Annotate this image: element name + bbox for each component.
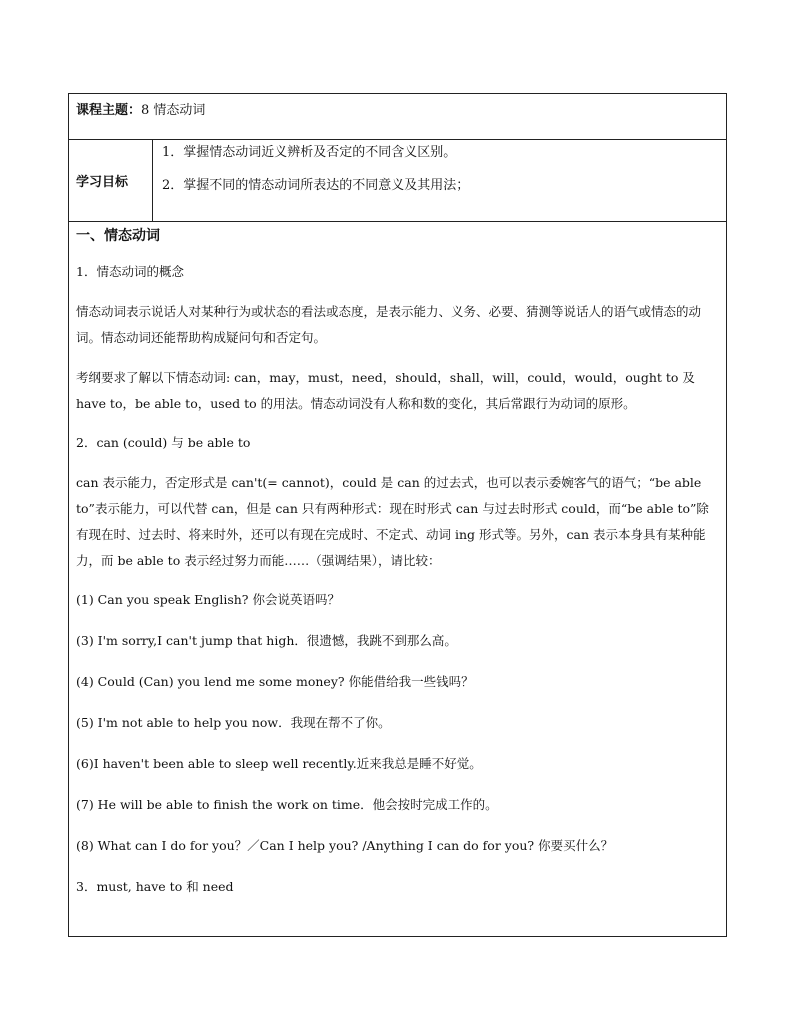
example-line: (5) I'm not able to help you now．我现在帮不了你。 (76, 715, 391, 730)
topic-value: 8 情态动词 (141, 103, 206, 118)
content-cell (69, 222, 727, 937)
goal-item: 2．掌握不同的情态动词所表达的不同意义及其用法； (162, 178, 470, 193)
paragraph-1: 情态动词表示说话人对某种行为或状态的看法或态度，是表示能力、义务、必要、猜测等说话人的语气或情态的动词。情态动词还能帮助构成疑问句和否定句。 (76, 304, 702, 345)
example-line: (4) Could (Can) you lend me some money? 你能借给我一些钱吗？ (76, 674, 474, 689)
subheading-2: 2．can (could) 与 be able to (76, 435, 251, 450)
example-line: (1) Can you speak English? 你会说英语吗？ (76, 592, 340, 607)
content-row (69, 222, 727, 937)
topic-row (69, 94, 727, 140)
subheading-1: 1．情态动词的概念 (76, 264, 184, 279)
goals-label: 学习目标 (69, 140, 153, 222)
subheading-3: 3．must, have to 和 need (76, 879, 234, 894)
paragraph-2: 考纲要求了解以下情态动词: can，may，must，need，should，shall，will，could，would，ought to 及 have to，be able to，used to 的用法。情态动词没有人称和数的变化，其后常跟行为动词的原形。 (76, 370, 695, 411)
example-line: (6)I haven't been able to sleep well recently.近来我总是睡不好觉。 (76, 756, 482, 771)
example-line: (8) What can I do for you？／Can I help you? /Anything I can do for you? 你要买什么？ (76, 838, 614, 853)
goals-row (69, 140, 727, 222)
example-line: (3) I'm sorry,I can't jump that high．很遗憾，我跳不到那么高。 (76, 633, 457, 648)
goals-list (153, 140, 727, 222)
topic-label: 课程主题： (76, 103, 142, 118)
paragraph-3: can 表示能力，否定形式是 can't(= cannot)，could 是 can 的过去式，也可以表示委婉客气的语气；“be able to”表示能力，可以代替 can，但是 can 只有两种形式：现在时形式 can 与过去时形式 could，而“be able to”除有现在时、过去时、将来时外，还可以有现在完成时、不定式、动词 ing 形式等。另外，can 表示本身具有某种能力，而 be able to 表示经过努力而能……（强调结果），请比较： (76, 475, 709, 568)
section-title: 一、情态动词 (76, 228, 160, 244)
example-line: (7) He will be able to finish the work on time．他会按时完成工作的。 (76, 797, 498, 812)
goal-item: 1．掌握情态动词近义辨析及否定的不同含义区别。 (162, 145, 457, 160)
lesson-table (68, 93, 727, 937)
topic-cell (69, 94, 727, 140)
